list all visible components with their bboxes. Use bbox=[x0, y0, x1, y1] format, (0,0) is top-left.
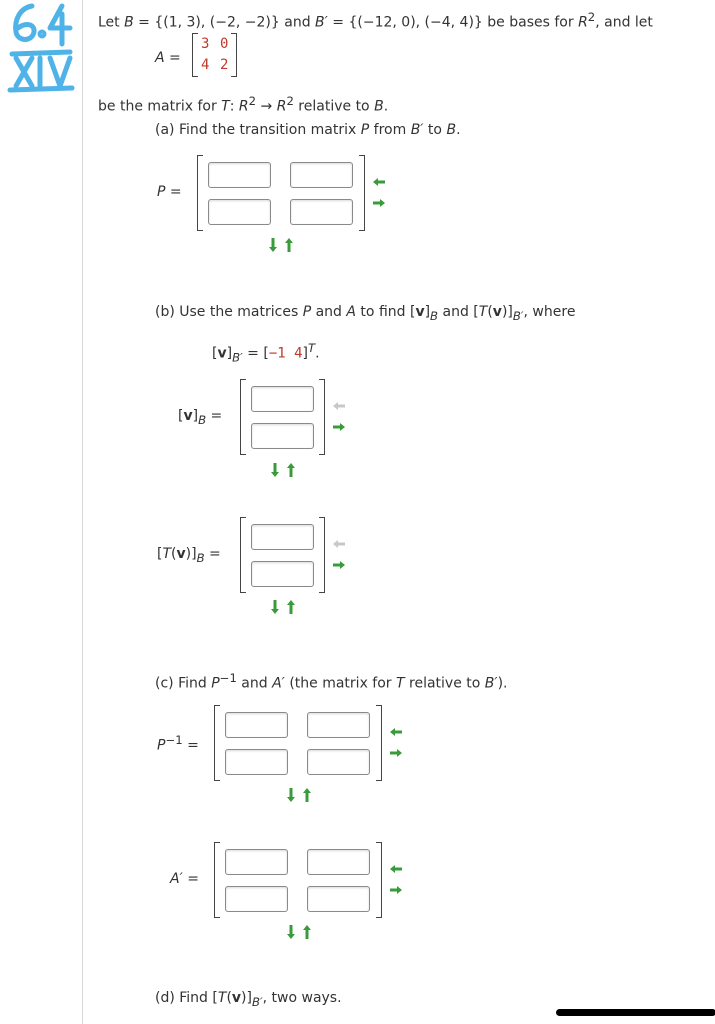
aprime-column-controls bbox=[389, 864, 403, 895]
home-indicator bbox=[556, 1009, 715, 1016]
tvb-cell-2[interactable] bbox=[251, 561, 314, 587]
aprime-cell-1-2[interactable] bbox=[307, 849, 370, 875]
vb-row-controls bbox=[270, 462, 296, 478]
p-label: P = bbox=[157, 184, 182, 200]
arrow-up-icon[interactable] bbox=[284, 237, 294, 253]
arrow-down-icon[interactable] bbox=[268, 237, 278, 253]
pinv-row-controls bbox=[286, 787, 312, 803]
aprime-matrix bbox=[214, 842, 382, 918]
p-matrix-cell-1-2[interactable] bbox=[290, 162, 353, 188]
p-row-controls bbox=[268, 237, 294, 253]
arrow-right-icon[interactable] bbox=[332, 422, 346, 432]
pinv-matrix bbox=[214, 705, 382, 781]
arrow-right-icon[interactable] bbox=[372, 198, 386, 208]
matrix-a-entry: 3 bbox=[201, 36, 210, 52]
arrow-left-icon[interactable] bbox=[389, 864, 403, 874]
tvb-matrix bbox=[240, 517, 325, 593]
tvb-column-controls bbox=[332, 539, 346, 570]
arrow-down-icon[interactable] bbox=[270, 462, 280, 478]
pinv-column-controls bbox=[389, 727, 403, 758]
matrix-a-entry: 0 bbox=[220, 36, 229, 52]
part-a-prompt: (a) Find the transition matrix P from B′ to B. bbox=[155, 122, 461, 138]
aprime-label: A′ = bbox=[170, 871, 199, 887]
pinv-cell-1-1[interactable] bbox=[225, 712, 288, 738]
margin-line bbox=[82, 0, 83, 1024]
vb-cell-2[interactable] bbox=[251, 423, 314, 449]
arrow-down-icon[interactable] bbox=[286, 924, 296, 940]
arrow-right-icon[interactable] bbox=[389, 748, 403, 758]
p-matrix-cell-2-1[interactable] bbox=[208, 199, 271, 225]
aprime-cell-2-1[interactable] bbox=[225, 886, 288, 912]
arrow-up-icon[interactable] bbox=[302, 924, 312, 940]
matrix-a-label: A = bbox=[155, 50, 181, 66]
problem-matrix-desc: be the matrix for T: $R^2 \to R^2$ relative to B. bbox=[98, 94, 389, 115]
problem-intro: Let B = {(1, 3), (−2, −2)} and B′ = {(−12, 0), (−4, 4)} be bases for $R^2$, and let bbox=[98, 10, 653, 31]
arrow-right-icon[interactable] bbox=[389, 885, 403, 895]
aprime-row-controls bbox=[286, 924, 312, 940]
arrow-up-icon[interactable] bbox=[302, 787, 312, 803]
part-d-prompt: (d) Find $[T(v)]_{B'}$, two ways. bbox=[155, 990, 342, 1009]
arrow-down-icon[interactable] bbox=[286, 787, 296, 803]
arrow-left-icon bbox=[332, 539, 346, 549]
p-matrix bbox=[197, 155, 365, 231]
arrow-right-icon[interactable] bbox=[332, 560, 346, 570]
arrow-left-icon[interactable] bbox=[389, 727, 403, 737]
given-v-bprime: $[v]_{B'} = [-1$ 4]$^T$. bbox=[212, 341, 320, 365]
vb-column-controls bbox=[332, 401, 346, 432]
arrow-down-icon[interactable] bbox=[270, 599, 280, 615]
arrow-left-icon[interactable] bbox=[372, 177, 386, 187]
matrix-a-entry: 2 bbox=[220, 57, 229, 73]
arrow-left-icon bbox=[332, 401, 346, 411]
tvb-row-controls bbox=[270, 599, 296, 615]
vb-label: $[v]_B$ = bbox=[178, 408, 223, 427]
part-c-prompt: (c) Find $P^{-1}$ and A′ (the matrix for T relative to B′). bbox=[155, 671, 508, 692]
arrow-up-icon[interactable] bbox=[286, 462, 296, 478]
part-b-prompt: (b) Use the matrices P and A to find $[v]_B$ and $[T(v)]_{B'}$, where bbox=[155, 304, 576, 323]
pinv-cell-2-2[interactable] bbox=[307, 749, 370, 775]
pinv-label: $P^{-1}$ = bbox=[157, 733, 199, 754]
p-column-controls bbox=[372, 177, 386, 208]
matrix-a-entry: 4 bbox=[201, 57, 210, 73]
tvb-cell-1[interactable] bbox=[251, 524, 314, 550]
pinv-cell-1-2[interactable] bbox=[307, 712, 370, 738]
p-matrix-cell-2-2[interactable] bbox=[290, 199, 353, 225]
aprime-cell-2-2[interactable] bbox=[307, 886, 370, 912]
arrow-up-icon[interactable] bbox=[286, 599, 296, 615]
matrix-a bbox=[192, 33, 237, 77]
handwritten-note-icon bbox=[6, 0, 76, 95]
aprime-cell-1-1[interactable] bbox=[225, 849, 288, 875]
vb-matrix bbox=[240, 379, 325, 455]
p-matrix-cell-1-1[interactable] bbox=[208, 162, 271, 188]
pinv-cell-2-1[interactable] bbox=[225, 749, 288, 775]
vb-cell-1[interactable] bbox=[251, 386, 314, 412]
tvb-label: $[T(v)]_B$ = bbox=[157, 546, 221, 565]
